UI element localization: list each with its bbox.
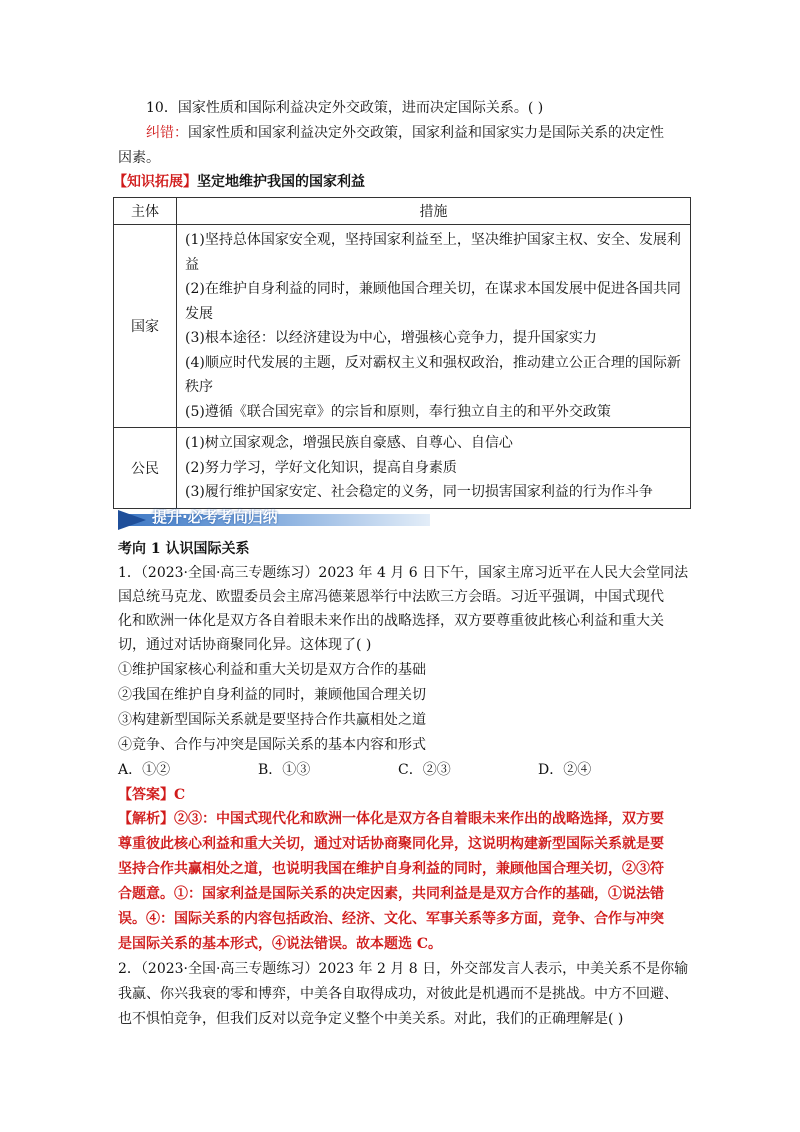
measures-table [113,197,691,509]
q10-correction-label: 纠错： [146,125,188,141]
table-row [114,428,691,509]
measure-item: (1)坚持总体国家安全观，坚持国家利益至上，坚决维护国家主权、安全、发展利 [185,232,681,248]
measure-item: (2)努力学习，学好文化知识，提高自身素质 [185,459,457,476]
measure-item: (1)树立国家观念，增强民族自豪感、自尊心、自信心 [185,435,513,451]
measure-item: 益 [185,256,199,273]
measure-item: (2)在维护自身利益的同时，兼顾他国合理关切，在谋求本国发展中促进各国共同 [185,281,681,297]
q1-answer [118,784,185,806]
q1-stem-line: 国总统马克龙、欧盟委员会主席冯德莱恩举行中法欧三方会晤。习近平强调，中国式现代 [118,589,664,605]
q1-option-c: C．②③ [398,762,451,778]
table-header-subject: 主体 [114,198,177,225]
q1-stem-line: 化和欧洲一体化是双方各自着眼未来作出的战略选择，双方要尊重彼此核心利益和重大关 [118,613,664,629]
q10-statement: 10．国家性质和国际利益决定外交政策，进而决定国际关系。( ) [146,100,544,116]
q1-analysis-line [118,808,664,830]
extension-label: 【知识拓展】 [113,174,197,190]
topic-1-title: 考向 1 认识国际关系 [118,541,250,557]
measure-item: 秩序 [185,379,213,395]
q1-stem-line: 1．（2023·全国·高三专题练习）2023 年 4 月 6 日下午，国家主席习近平在人民大会堂同法 [118,565,689,581]
measure-item: (5)遵循《联合国宪章》的宗旨和原则，奉行独立自主的和平外交政策 [185,403,611,420]
q1-statement: ③构建新型国际关系就是要坚持合作共赢相处之道 [118,712,426,728]
section-banner [118,507,430,527]
q10-correction-line-2: 因素。 [118,150,160,166]
measure-item: 发展 [185,305,213,322]
q2-stem-line: 2．（2023·全国·高三专题练习）2023 年 2 月 8 日，外交部发言人表示，中美关系不是你输 [118,961,689,977]
analysis-label: 【解析】 [118,811,174,827]
q1-option-a: A．①② [118,762,171,778]
banner-title: 提升·必考考向归纳 [152,508,278,526]
measure-item: (3)根本途径：以经济建设为中心，增强核心竞争力，提升国家实力 [185,330,597,346]
table-header-measures: 措施 [177,198,691,225]
row-subject-state: 国家 [114,225,177,428]
q1-analysis-line: 合题意。①：国家利益是国际关系的决定因素，共同利益是是双方合作的基础，①说法错 [118,886,664,902]
extension-heading [113,171,365,193]
row-subject-citizen: 公民 [114,428,177,509]
extension-title: 坚定地维护我国的国家利益 [197,174,365,190]
q1-statement: ②我国在维护自身利益的同时，兼顾他国合理关切 [118,687,426,703]
analysis-text: ②③：中国式现代化和欧洲一体化是双方各自着眼未来作出的战略选择，双方要 [174,811,664,827]
answer-label: 【答案】 [118,787,174,803]
q1-analysis-line: 误。④：国际关系的内容包括政治、经济、文化、军事关系等多方面，竞争、合作与冲突 [118,911,664,927]
row-measures-citizen [177,428,691,509]
q2-stem-line: 我赢、你兴我衰的零和博弈，中美各自取得成功，对彼此是机遇而不是挑战。中方不回避、 [118,986,678,1002]
banner-arrow-icon [118,510,146,530]
q1-analysis-line: 尊重彼此核心利益和重大关切，通过对话协商聚同化异，这说明构建新型国际关系就是要 [118,836,664,852]
measure-item: (4)顺应时代发展的主题，反对霸权主义和强权政治，推动建立公正合理的国际新 [185,354,681,371]
q1-statement: ④竞争、合作与冲突是国际关系的基本内容和形式 [118,737,426,753]
q1-analysis-line: 是国际关系的基本形式，④说法错误。故本题选 C。 [118,936,443,952]
q2-stem-line: 也不惧怕竞争，但我们反对以竞争定义整个中美关系。对此，我们的正确理解是( ) [118,1011,624,1027]
q1-stem-line: 切，通过对话协商聚同化异。这体现了( ) [118,637,372,653]
measure-item: (3)履行维护国家安定、社会稳定的义务，同一切损害国家利益的行为作斗争 [185,484,653,500]
q1-analysis-line: 坚持合作共赢相处之道，也说明我国在维护自身利益的同时，兼顾他国合理关切，②③符 [118,861,664,877]
answer-value: C [174,787,186,803]
q1-option-d: D．②④ [538,762,592,778]
row-measures-state [177,225,691,428]
q1-option-b: B．①③ [258,762,311,778]
q10-correction-text: 国家性质和国家利益决定外交政策，国家利益和国家实力是国际关系的决定性 [188,125,664,141]
q1-statement: ①维护国家核心利益和重大关切是双方合作的基础 [118,662,426,678]
table-header-row [114,198,691,225]
q10-correction-line-1 [146,122,664,144]
table-row [114,225,691,428]
